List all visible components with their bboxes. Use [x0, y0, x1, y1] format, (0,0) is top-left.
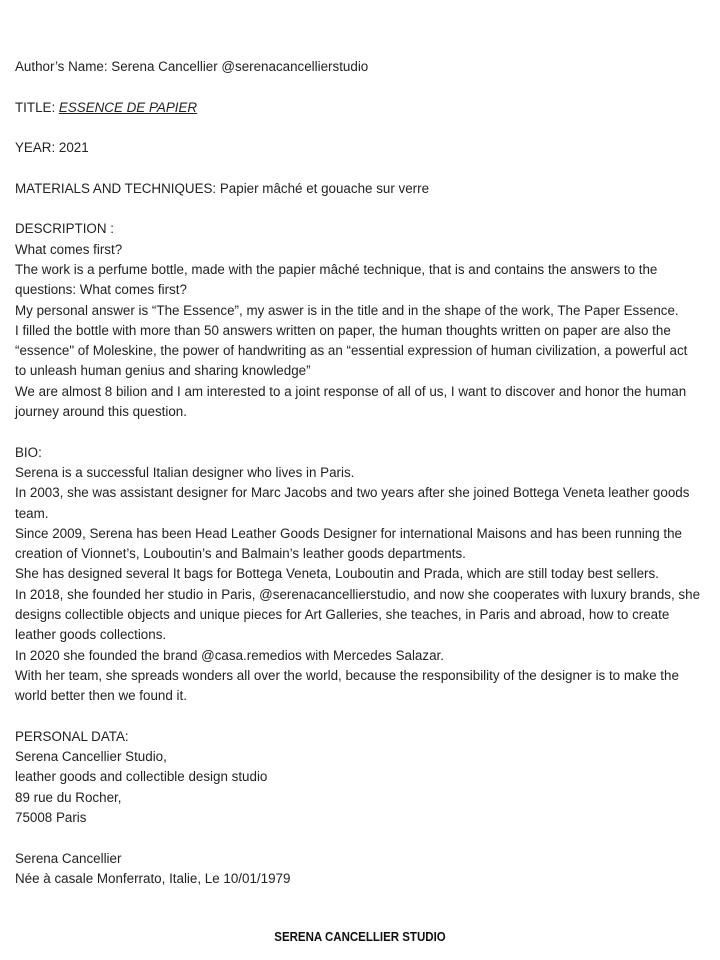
description-line: I filled the bottle with more than 50 answers written on paper, the human thoughts written on paper are also the	[15, 322, 671, 338]
personal-line: Serena Cancellier Studio,	[15, 749, 167, 765]
footer-brand: SERENA CANCELLIER STUDIO	[274, 930, 446, 944]
bio-line: Since 2009, Serena has been Head Leather Goods Designer for international Maisons and has been running the	[15, 525, 683, 541]
description-line: The work is a perfume bottle, made with the papier mâché technique, that is and contains the answers to the	[15, 261, 658, 277]
spacer	[15, 199, 705, 219]
spacer	[15, 77, 705, 97]
bio-line: In 2020 she founded the brand @casa.remedios with Mercedes Salazar.	[15, 647, 444, 663]
description-line: My personal answer is “The Essence”, my aswer is in the title and in the shape of the work, The Paper Essence.	[15, 302, 679, 318]
document-body	[15, 57, 705, 889]
spacer	[15, 422, 705, 442]
description-line: questions: What comes first?	[15, 282, 187, 298]
title-line	[15, 98, 705, 118]
description-line: “essence" of Moleskine, the power of handwriting as an “essential expression of human civilization, a powerful act	[15, 343, 688, 359]
personal-line: 89 rue du Rocher,	[15, 789, 122, 805]
personal-line: leather goods and collectible design studio	[15, 769, 268, 785]
spacer	[15, 158, 705, 178]
materials-line: MATERIALS AND TECHNIQUES: Papier mâché et gouache sur verre	[15, 180, 430, 196]
signature-name: Serena Cancellier	[15, 850, 122, 866]
description-line: What comes first?	[15, 241, 123, 257]
description-line: journey around this question.	[15, 404, 187, 420]
bio-heading: BIO:	[15, 444, 42, 460]
title-value: ESSENCE DE PAPIER	[58, 99, 198, 115]
description-line: to unleash human genius and sharing knowledge”	[15, 363, 311, 379]
bio-line: world better then we found it.	[15, 688, 187, 704]
bio-line: With her team, she spreads wonders all over the world, because the responsibility of the designer is to make the	[15, 667, 679, 683]
bio-line: In 2003, she was assistant designer for Marc Jacobs and two years after she joined Bottega Veneta leather goods	[15, 485, 690, 501]
spacer	[15, 828, 705, 848]
bio-line: creation of Vionnet’s, Louboutin’s and Balmain’s leather goods departments.	[15, 546, 466, 562]
bio-line: designs collectible objects and unique pieces for Art Galleries, she teaches, in Paris and abroad, how to create	[15, 607, 670, 623]
bio-line: leather goods collections.	[15, 627, 167, 643]
personal-line: 75008 Paris	[15, 809, 87, 825]
bio-line: Serena is a successful Italian designer who lives in Paris.	[15, 464, 355, 480]
bio-line: In 2018, she founded her studio in Paris, @serenacancellierstudio, and now she cooperates with luxury brands, she	[15, 586, 701, 602]
description-heading: DESCRIPTION :	[15, 221, 114, 237]
bio-line: team.	[15, 505, 49, 521]
author-line: Author’s Name: Serena Cancellier @serenacancellierstudio	[15, 59, 369, 74]
spacer	[15, 118, 705, 138]
bio-line: She has designed several It bags for Bottega Veneta, Louboutin and Prada, which are still today best sellers.	[15, 566, 659, 582]
year-line: YEAR: 2021	[15, 140, 89, 156]
spacer	[15, 707, 705, 727]
birth-line: Née à casale Monferrato, Italie, Le 10/01/1979	[15, 870, 291, 886]
personal-heading: PERSONAL DATA:	[15, 728, 129, 744]
title-label: TITLE:	[15, 99, 59, 115]
description-line: We are almost 8 bilion and I am interested to a joint response of all of us, I want to discover and honor the human	[15, 383, 687, 399]
